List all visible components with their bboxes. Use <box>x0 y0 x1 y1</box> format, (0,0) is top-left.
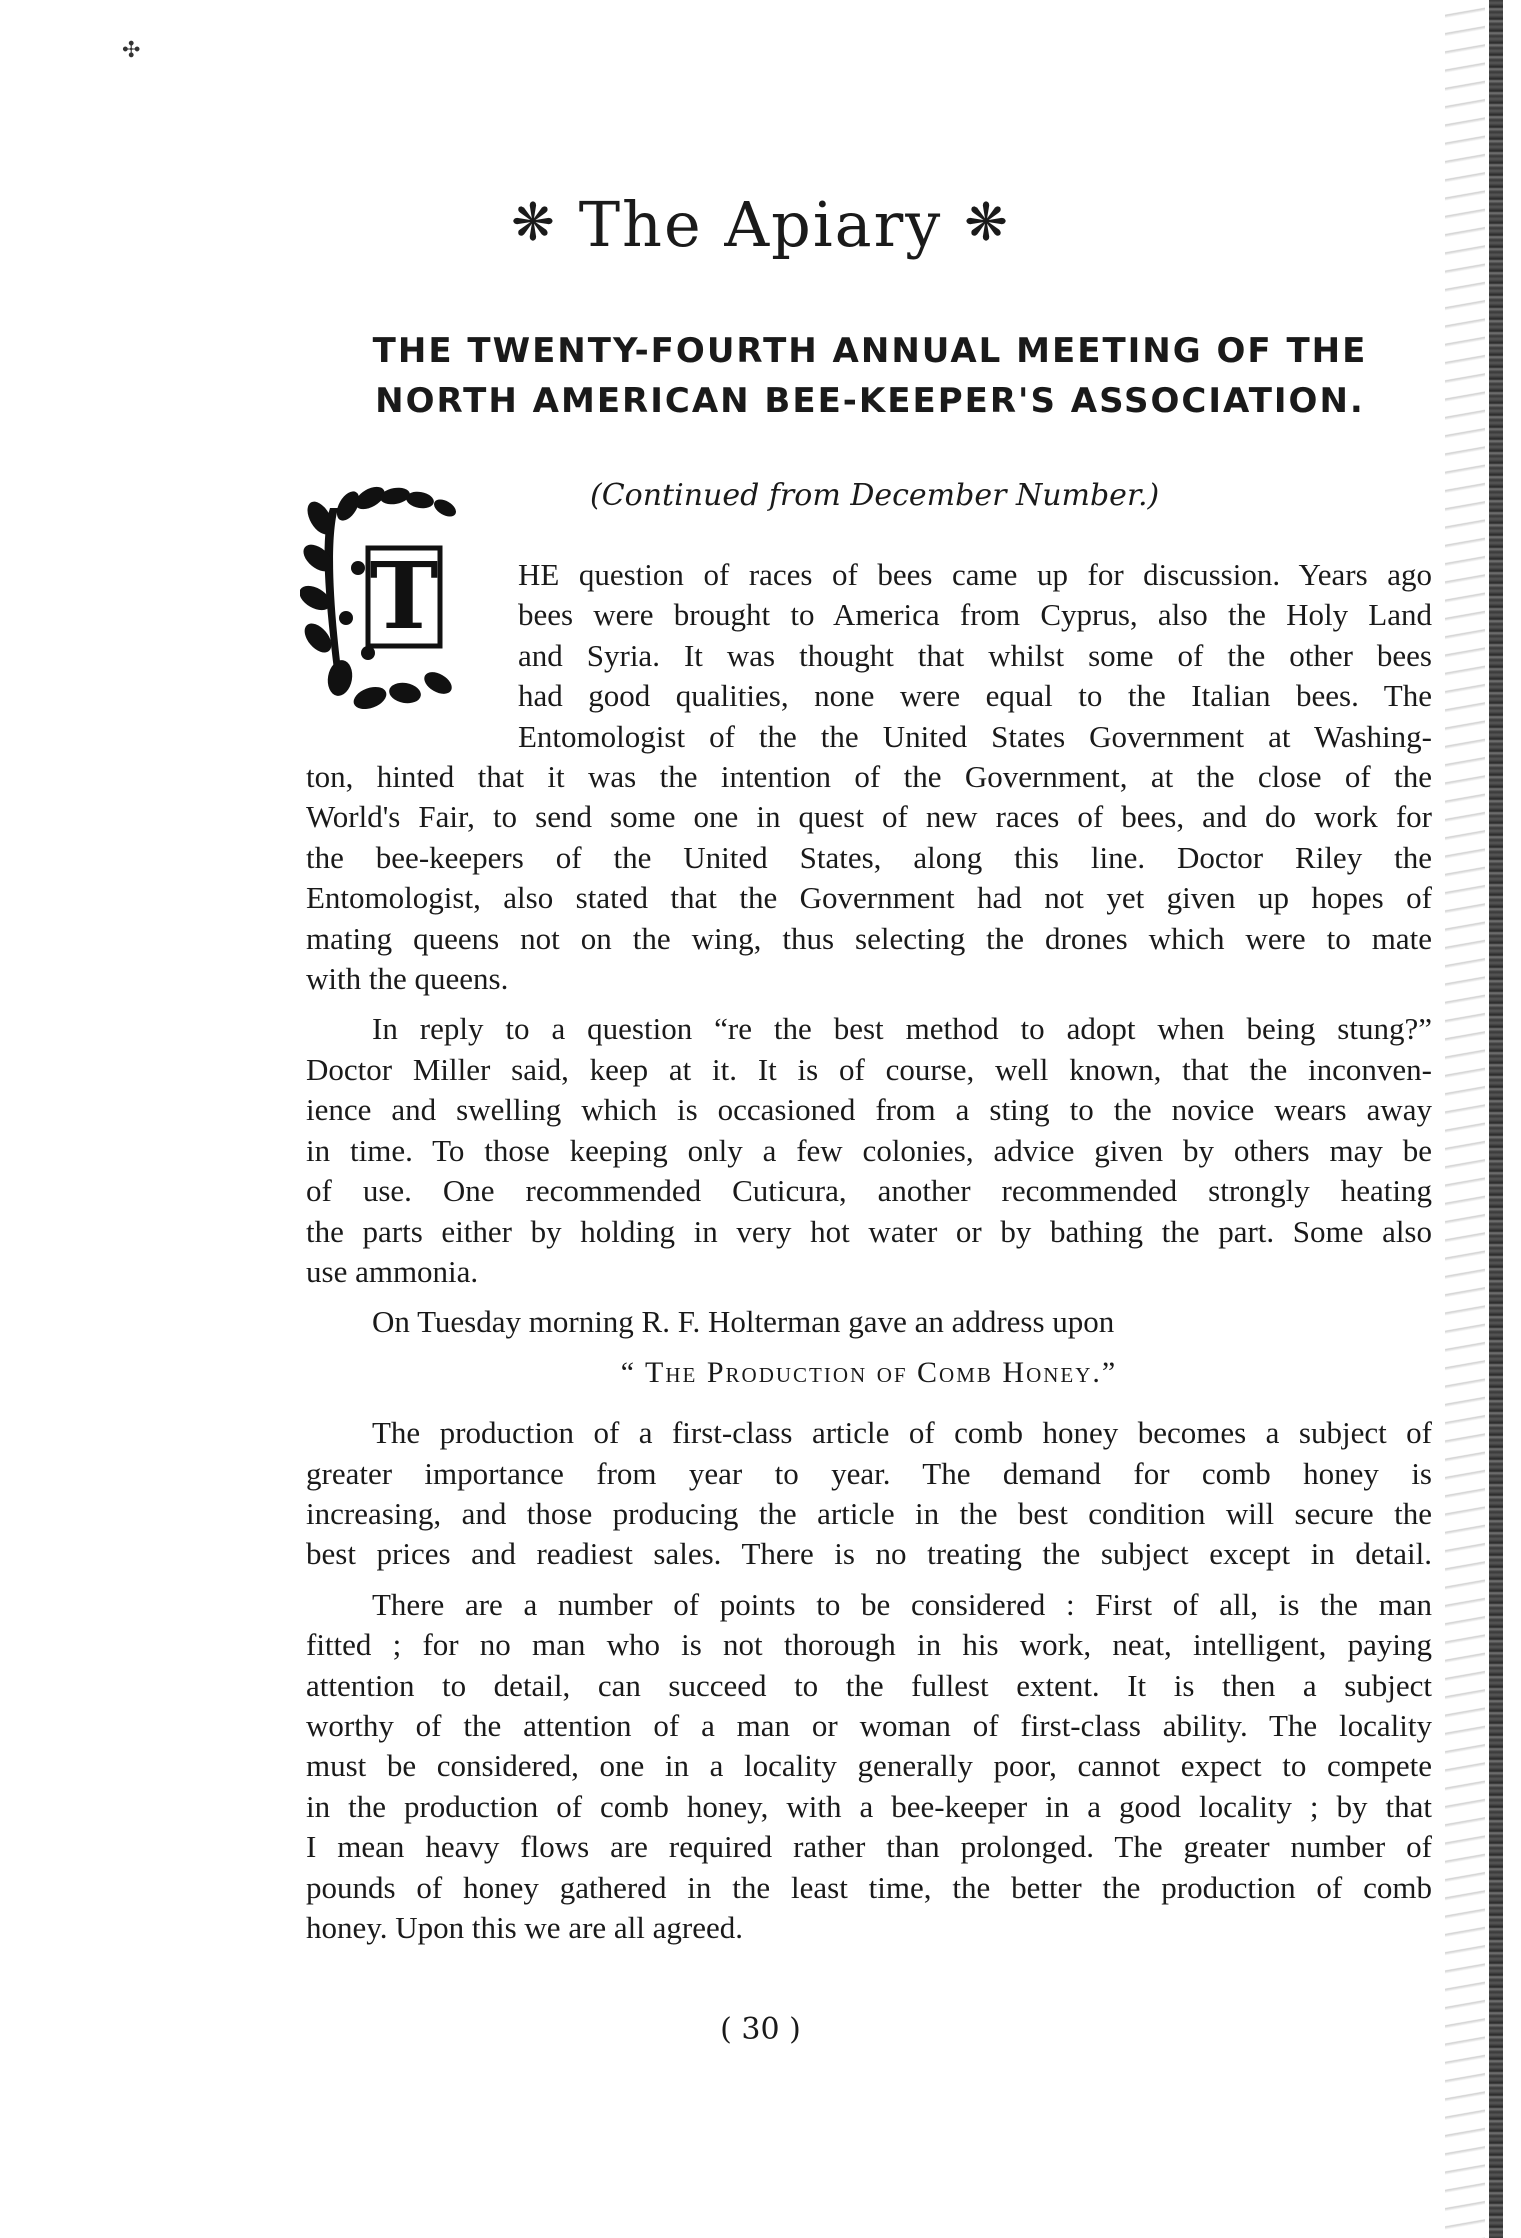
masthead-star-right-icon: ❋ <box>964 193 1010 253</box>
page-edge-binding <box>1489 0 1503 2238</box>
paragraph-points-considered: There are a number of points to be considered : First of all, is the man fitted ; for no man who is not thorough in his work, neat, intelligent, paying attention to detail, can succeed to the fullest extent. It is then a subject worthy of the attention of a man or woman of first-class ability. The locality must be considered, one in a locality generally poor, cannot expect to compete in the production of comb honey, with a bee-keeper in a good locality ; by that I mean heavy flows are required rather than prolonged. The greater number of pounds of honey gathered in the least time, the better the production of comb honey. Upon this we are all agreed. <box>306 1586 1432 1945</box>
masthead <box>0 188 1521 261</box>
continued-note: (Continued from December Number.) <box>590 478 1160 513</box>
article-headline <box>300 326 1440 426</box>
paragraph-races-of-bees: HE question of races of bees came up for discussion. Years ago bees were brought to America from Cyprus, also the Holy Land and Syria. It was thought that whilst some of the other bees had good qualities, none were equal to the Italian bees. The Entomologist of the the United States Government at Washing- ton, hinted that it was the intention of the Government, at the close of the World's Fair, to send some one in quest of new races of bees, and do work for the bee-keepers of the United States, along this line. Doctor Riley the Entomologist, also stated that the Government had not yet given up hopes of mating queens not on the wing, thus selecting the drones which were to mate with the queens. <box>306 557 1432 997</box>
dropcap-continuation: HE <box>518 557 560 592</box>
corner-mark-icon: ✣ <box>122 38 141 63</box>
paragraph-holterman-address: On Tuesday morning R. F. Holterman gave an address upon <box>372 1304 1115 1340</box>
headline-line-1: THE TWENTY-FOURTH ANNUAL MEETING OF THE <box>372 331 1368 371</box>
masthead-star-left-icon: ❋ <box>511 193 557 253</box>
section-heading: “ The Production of Comb Honey.” <box>620 1355 1118 1389</box>
paragraph-comb-honey-intro: The production of a first-class article of comb honey becomes a subject of greater importance from year to year. The demand for comb honey is increasing, and those producing the article in the best condition will secure the best prices and readiest sales. There is no treating the subject except in detail. <box>306 1415 1432 1572</box>
headline-line-2: NORTH AMERICAN BEE-KEEPER'S ASSOCIATION. <box>375 381 1365 421</box>
paragraph-stings: In reply to a question “re the best method to adopt when being stung?” Doctor Miller said, keep at it. It is of course, well known, that the inconven- ience and swelling which is occasioned from a sting to the novice wears away in time. To those keeping only a few colonies, advice given by others may be of use. One recommended Cuticura, another recommended strongly heating the parts either by holding in very hot water or by bathing the part. Some also use ammonia. <box>306 1011 1432 1289</box>
page-number: ( 30 ) <box>720 2012 801 2047</box>
page-edge-speckle <box>1445 0 1485 2238</box>
article-body <box>306 555 1432 1958</box>
dropcap-letter: T <box>369 542 439 650</box>
masthead-title: The Apiary <box>578 188 943 261</box>
